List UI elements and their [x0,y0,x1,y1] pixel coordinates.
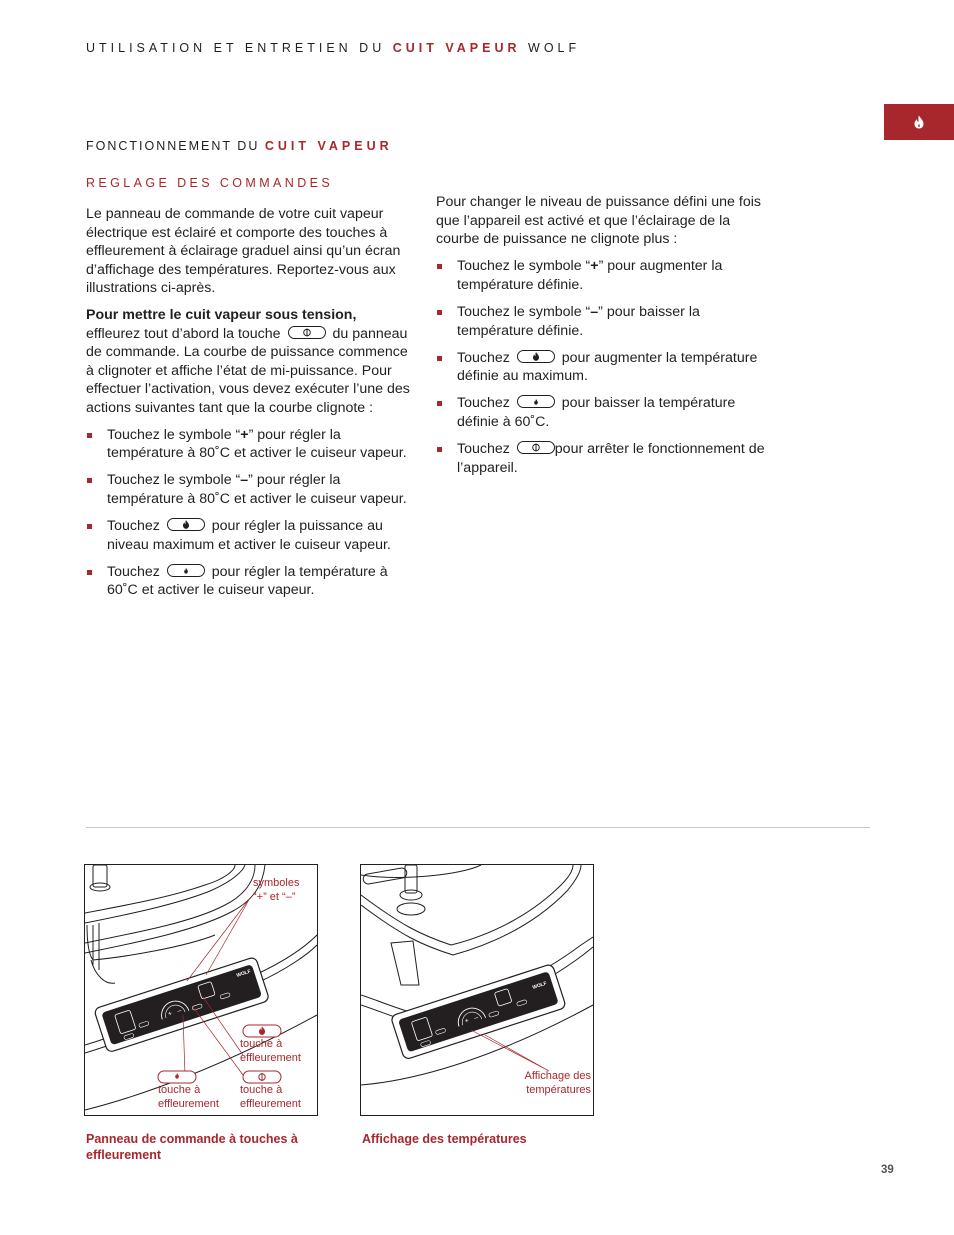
header-suffix: WOLF [528,41,581,55]
high-flame-key-icon [167,518,205,531]
flame-icon [913,115,925,129]
item-text: ” pour baisser la température définie. [457,303,700,339]
divider [86,827,870,828]
bullet-square-icon [437,310,442,315]
item-text: Touchez [457,441,510,458]
figure-caption-panel: Panneau de commande à touches à effleurement [86,1132,298,1162]
list-item [436,349,766,386]
display-brand-label: WOLF [531,980,548,991]
section-product: CUIT VAPEUR [264,139,393,153]
bullet-square-icon [437,356,442,361]
plus-symbol: + [240,426,249,443]
item-text: Touchez le symbole “ [457,258,591,275]
right-column [436,193,766,486]
power-key-icon [288,326,326,339]
item-text: pour augmenter la température définie au maximum. [457,349,758,385]
high-flame-key-label: touche à effleurement [240,1038,301,1064]
list-item [436,440,766,477]
bullet-square-icon [437,264,442,269]
running-header [86,41,580,55]
activation-list [86,426,411,600]
item-text: pour baisser la température définie à 60˚C. [457,395,736,430]
power-on-text-a: effleurez tout d’abord la touche [86,325,281,342]
svg-text:+: + [167,1010,174,1019]
subsection-title: REGLAGE DES COMMANDES [86,176,334,190]
minus-symbol: – [590,303,599,320]
page-number: 39 [881,1164,894,1176]
list-item [86,563,411,600]
section-prefix: FONCTIONNEMENT DU [86,139,260,153]
adjust-intro-paragraph: Pour changer le niveau de puissance défini une fois que l’appareil est activé et que l’éclairage de la courbe de puissance ne clignote plus : [436,194,761,248]
bullet-square-icon [87,524,92,529]
header-prefix: UTILISATION ET ENTRETIEN DU [86,41,386,55]
svg-text:–: – [176,1007,183,1016]
temperature-display-label: Affichage des températures [524,1070,591,1096]
item-text: ” pour régler la température à 80˚C et activer le cuiseur vapeur. [107,426,407,462]
svg-text:–: – [473,1014,480,1023]
item-text: Touchez [107,563,160,580]
power-key-icon [517,441,555,454]
power-on-paragraph [86,306,411,418]
item-text: ” pour régler la température à 80˚C et activer le cuiseur vapeur. [107,472,407,507]
power-on-text-b: du panneau de commande. La courbe de puissance commence à clignoter et affiche l’état de mi-puissance. Pour effectuer l’activation, vous devez exécuter l’une des actions suivantes tant que la courbe clignote : [86,325,410,416]
item-text: ” pour augmenter la température définie. [457,258,723,293]
item-text: Touchez [107,517,160,534]
low-flame-key-icon [517,395,555,408]
list-item [436,257,766,294]
adjust-list [436,257,766,477]
section-title [86,139,393,153]
intro-paragraph: Le panneau de commande de votre cuit vapeur électrique est éclairé et comporte des touches à effleurement à éclairage graduel ainsi qu’un écran d’affichage des températures. Reportez-vous aux illustrations ci-après. [86,206,401,297]
list-item [436,394,766,431]
temperature-display-illustration [360,864,594,1116]
bullet-square-icon [87,433,92,438]
item-text: pour arrêter le fonctionnement de l’appareil. [457,441,765,476]
item-text: Touchez [457,349,510,366]
bullet-square-icon [437,447,442,452]
figure-caption-display: Affichage des températures [362,1132,527,1146]
symbols-label: symboles “+” et “–” [253,877,300,903]
section-tab [884,104,954,140]
list-item [86,426,411,463]
plus-symbol: + [590,258,599,275]
item-text: Touchez [457,395,510,412]
low-flame-key-label: touche à effleurement [158,1084,219,1110]
item-text: Touchez le symbole “ [107,426,241,443]
item-text: pour régler la température à 60˚C et activer le cuiseur vapeur. [107,563,388,599]
list-item [436,303,766,340]
high-flame-key-icon [517,350,555,363]
power-key-label: touche à effleurement [240,1084,301,1110]
item-text: pour régler la puissance au niveau maximum et activer le cuiseur vapeur. [107,517,391,553]
item-text: Touchez le symbole “ [457,303,591,320]
panel-brand-label: WOLF [235,968,252,979]
item-text: Touchez le symbole “ [107,472,241,489]
minus-symbol: – [240,472,249,489]
power-on-lead: Pour mettre le cuit vapeur sous tension, [86,306,357,323]
bullet-square-icon [437,401,442,406]
left-column [86,205,411,608]
bullet-square-icon [87,570,92,575]
header-product: CUIT VAPEUR [392,41,521,55]
control-panel-illustration [84,864,318,1116]
low-flame-key-icon [167,564,205,577]
bullet-square-icon [87,478,92,483]
list-item [86,517,411,554]
list-item [86,471,411,508]
svg-text:+: + [463,1017,470,1026]
